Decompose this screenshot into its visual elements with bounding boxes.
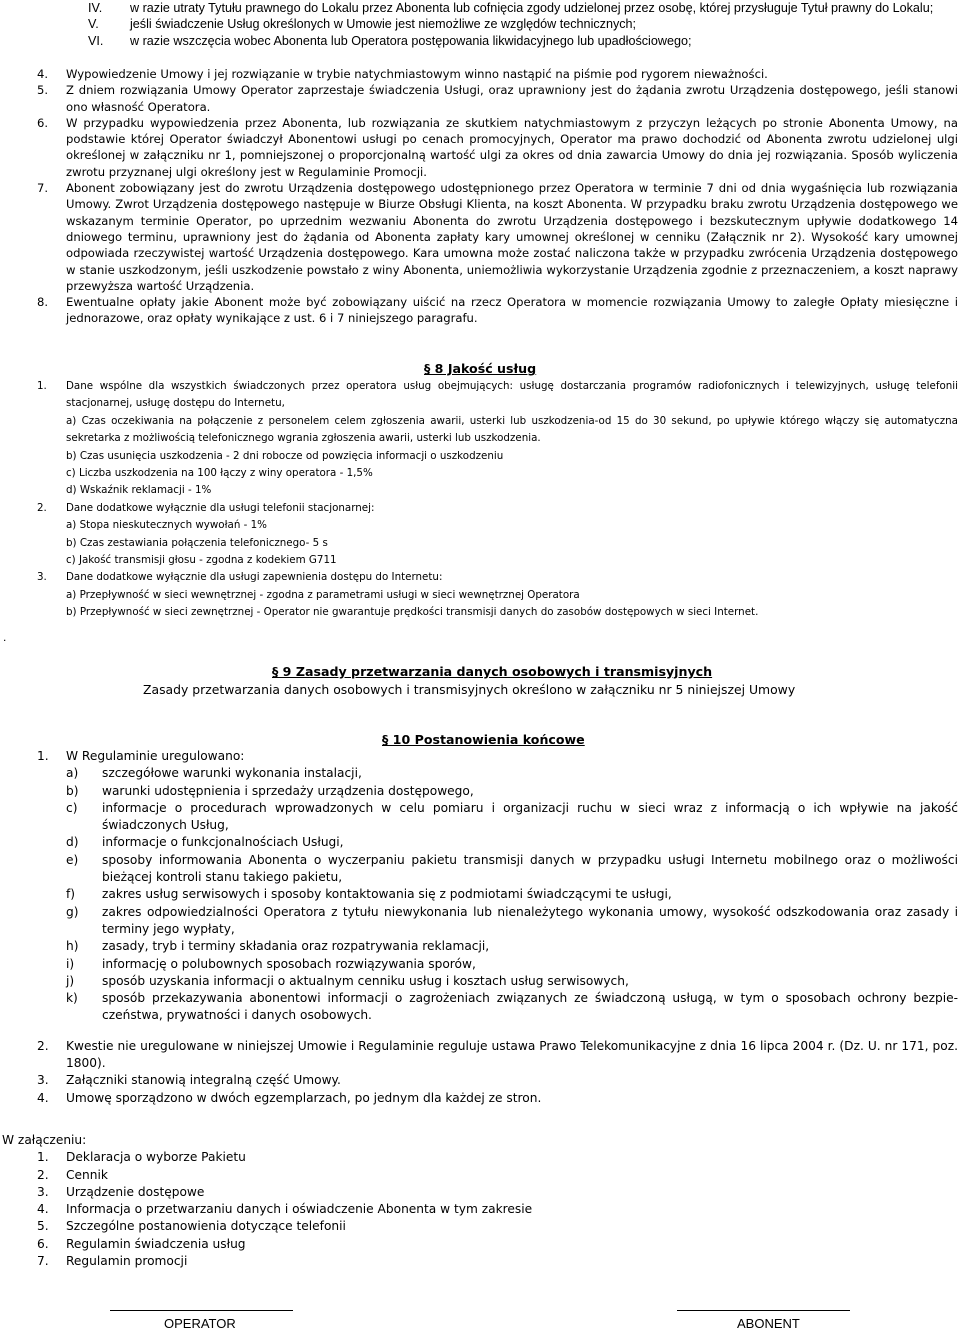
letter-item <box>37 800 958 835</box>
item-number: 2. <box>37 1038 49 1053</box>
item-number: 1. <box>37 1150 49 1165</box>
list-item <box>37 569 958 586</box>
item-text: Szczególne postanowienia dotyczące telefonii <box>66 1219 346 1234</box>
item-text: Załączniki stanowią integralną część Umowy. <box>66 1073 341 1088</box>
item-text: Dane dodatkowe wyłącznie dla usługi telefonii stacjonarnej: <box>66 501 375 514</box>
list-item <box>37 82 958 115</box>
list-item <box>37 180 958 294</box>
item-text: sposoby informowania Abonenta o wyczerpaniu pakietu transmisji danych w przypadku usługi Internetu mobilnego oraz o możliwości bieżącej kontroli stanu takiego pakietu, <box>102 852 958 885</box>
attachment-item <box>2 1149 702 1166</box>
item-text: Kwestie nie uregulowane w niniejszej Umowie i Regulaminie reguluje ustawa Prawo Telekomunikacyjne z dnia 16 lipca 2004 r. (Dz. U. nr 171, poz. 1800). <box>66 1038 958 1071</box>
item-number: j) <box>66 973 75 988</box>
sub-item: d) Wskaźnik reklamacji - 1% <box>66 484 212 497</box>
letter-item <box>37 852 958 887</box>
item-text: zasady, tryb i terminy składania oraz rozpatrywania reklamacji, <box>102 939 490 954</box>
list-item <box>37 378 958 413</box>
abonent-signature-line <box>677 1310 850 1311</box>
item-text: Dane wspólne dla wszystkich świadczonych przez operatora usług obejmujących: usługę dostarczania programów radiofonicznych i telewizyjnych, usługę telefonii stacjonarnej, usługę dostępu do Internetu, <box>66 380 958 410</box>
attachment-item <box>2 1236 702 1253</box>
letter-item <box>37 938 958 955</box>
item-number: f) <box>66 887 76 902</box>
item-number: VI. <box>88 33 104 48</box>
item-text: Dane dodatkowe wyłącznie dla usługi zapewnienia dostępu do Internetu: <box>66 571 443 584</box>
list-item <box>37 66 958 82</box>
item-text: w razie wszczęcia wobec Abonenta lub Operatora postępowania likwidacyjnego lub upadłościowego; <box>130 33 692 48</box>
attachment-item <box>2 1184 702 1201</box>
item-number: 7. <box>37 1254 49 1269</box>
stray-dot: . <box>3 630 7 644</box>
letter-item <box>37 956 958 973</box>
abonent-signature-label: ABONENT <box>737 1316 800 1331</box>
item-number: 2. <box>37 1167 49 1182</box>
item-text: Deklaracja o wyborze Pakietu <box>66 1150 246 1165</box>
item-text: informację o polubownych sposobach rozwiązywania sporów, <box>102 956 476 971</box>
sub-item: c) Jakość transmisji głosu - zgodna z kodekiem G711 <box>66 554 337 567</box>
item-text: zakres odpowiedzialności Operatora z tytułu niewykonania lub nienależytego wykonania umowy, wysokość odszkodowania oraz zasady i terminy jego wypłaty, <box>102 904 958 936</box>
item-text: jeśli świadczenie Usług określonych w Umowie jest niemożliwe ze względów technicznych; <box>130 17 637 32</box>
item-text: w razie utraty Tytułu prawnego do Lokalu przez Abonenta lub cofnięcia zgody udzielonej przez osobę, której przysługuje Tytuł prawny do Lokalu; <box>130 1 934 15</box>
item-text: W przypadku wypowiedzenia przez Abonenta, lub rozwiązania ze skutkiem natychmiastowym z przyczyn leżących po stronie Abonenta Umowy, na podstawie której Operator świadczył Abonentowi usługi po cenach promocyjnych, Operator ma prawo dochodzić od Abonenta zwrotu udzielonej ulgi określonej w załączniku nr 1, pomniejszonej o proporcjonalną wartość ulgi za okres od dnia zawarcia Umowy do dnia jej rozwiązania. Sposób wyliczenia zwrotu przyznanej ulgi określony jest w Regulaminie Promocji. <box>66 115 958 179</box>
attachments <box>2 1132 702 1270</box>
item-text: Cennik <box>66 1167 108 1182</box>
letter-item <box>37 904 958 939</box>
letter-item <box>37 765 958 782</box>
item-text: Z dniem rozwiązania Umowy Operator zaprzestaje świadczenia Usługi, oraz uprawniony jest do żądania zwrotu Urządzenia dostępowego, jeśli stanowi ono własność Operatora. <box>66 83 958 114</box>
operator-signature-label: OPERATOR <box>164 1316 236 1331</box>
item-text: Ewentualne opłaty jakie Abonent może być zobowiązany uiścić na rzecz Operatora w momencie rozwiązania Umowy to zaległe Opłaty miesięczne i jednorazowe, oraz opłaty wynikające z ust. 6 i 7 niniejszego paragrafu. <box>66 295 958 326</box>
list-item <box>37 294 958 327</box>
item-text: Regulamin promocji <box>66 1254 188 1269</box>
item-number: 6. <box>37 1236 49 1251</box>
item-text: informacje o funkcjonalnościach Usługi, <box>102 835 344 850</box>
sub-item: b) Czas usunięcia uszkodzenia - 2 dni robocze od powzięcia informacji o uszkodzeniu <box>66 449 504 462</box>
list-item <box>88 33 958 49</box>
item-number: 6. <box>37 115 49 130</box>
letter-item <box>37 886 958 903</box>
attachment-item <box>2 1167 702 1184</box>
item-text: informacje o procedurach wprowadzonych w celu pomiaru i organizacji ruchu w sieci wraz z informacją o ich wpływie na jakość świadczonych Usług, <box>102 800 958 833</box>
section-9-subtitle: Zasady przetwarzania danych osobowych i transmisyjnych określono w załączniku nr 5 niniejszej Umowy <box>143 682 796 697</box>
attachment-item <box>2 1253 702 1270</box>
item-number: e) <box>66 852 79 867</box>
list-item <box>37 1038 958 1073</box>
attachment-item <box>2 1201 702 1218</box>
item-text: Abonent zobowiązany jest do zwrotu Urządzenia dostępowego udostępnionego przez Operatora w terminie 7 dni od dnia wygaśnięcia lub rozwiązania Umowy. Zwrot Urządzenia dostępowego następuje w Biurze Obsługi Klienta, na koszt Abonenta. W przypadku braku zwrotu Urządzenia dostępowego we wskazanym terminie Operator, po uprzednim wezwaniu Abonenta do zwrotu Urządzenia dostępowego i bezskutecznym upływie dodatkowego 14 dniowego terminu, uprawniony jest do żądania od Abonenta zapłaty kary umownej określonej w cenniku (Załącznik nr 2). Wysokość kary umownej odpowiada rzeczywistej wartość Urządzenia dostępowego. Kara umowna może zostać naliczona także w przypadku zwrócenia Urządzenia dostępowego w stanie uszkodzonym, jeśli uszkodzenie powstało z winy Abonenta, uniemożliwia wykorzystanie Urządzenia zgodnie z przeznaczeniem, a koszt naprawy przewyższa wartość Urządzenia. <box>66 181 958 293</box>
item-number: 3. <box>37 1184 49 1199</box>
item-number: g) <box>66 904 79 919</box>
item-number: 8. <box>37 295 49 310</box>
list-item <box>37 115 958 180</box>
letter-item <box>37 990 958 1025</box>
item-number: IV. <box>88 1 103 15</box>
letter-item <box>37 973 958 990</box>
item-number: 4. <box>37 1202 49 1217</box>
section-8-body <box>37 378 958 622</box>
item-text: Regulamin świadczenia usług <box>66 1236 246 1251</box>
section-10-body <box>37 748 958 1107</box>
sub-item: b) Przepływność w sieci zewnętrznej - Operator nie gwarantuje prędkości transmisji danych do zasobów dostępowych w sieci Internet. <box>66 606 759 619</box>
letter-list <box>37 765 958 1024</box>
attachment-item <box>2 1218 702 1235</box>
item-text: sposób przekazywania abonentowi informacji o zagrożeniach związanych ze świadczoną usługą, w tym o sposobach ochrony bezpieczeństwa, prywatności i danych osobowych. <box>102 991 958 1023</box>
item-number: c) <box>66 800 78 815</box>
letter-item <box>37 783 958 800</box>
item-number: b) <box>66 783 79 798</box>
item-text: warunki udostępnienia i sprzedaży urządzenia dostępowego, <box>102 783 474 798</box>
sub-item: c) Liczba uszkodzenia na 100 łączy z winy operatora - 1,5% <box>66 467 373 480</box>
attachments-list <box>2 1149 702 1270</box>
item-number: d) <box>66 835 79 850</box>
item-number: 3. <box>37 1073 49 1088</box>
item-text: sposób uzyskania informacji o aktualnym cenniku usług i kosztach usług serwisowych, <box>102 973 629 988</box>
item-number: V. <box>88 17 99 32</box>
item-text: Urządzenie dostępowe <box>66 1184 205 1199</box>
item-number: i) <box>66 956 75 971</box>
list-item <box>37 748 958 765</box>
closing-list <box>37 1038 958 1107</box>
sub-item: b) Czas zestawiania połączenia telefonicznego- 5 s <box>66 536 328 549</box>
item-number: h) <box>66 939 79 954</box>
item-number: a) <box>66 766 79 781</box>
sub-item: a) Przepływność w sieci wewnętrznej - zgodna z parametrami usługi w sieci wewnętrznej Operatora <box>66 588 580 601</box>
item-number: k) <box>66 991 78 1006</box>
list-item <box>88 16 958 32</box>
item-number: 1. <box>37 749 49 763</box>
roman-list <box>88 0 958 49</box>
item-number: 4. <box>37 67 49 81</box>
item-text: Umowę sporządzono w dwóch egzemplarzach, po jednym dla każdej ze stron. <box>66 1090 542 1105</box>
operator-signature-line <box>110 1310 293 1311</box>
section-10-title: § 10 Postanowienia końcowe <box>382 732 585 747</box>
list-item <box>37 500 958 517</box>
item-text: Wypowiedzenie Umowy i jej rozwiązanie w trybie natychmiastowym winno nastąpić na piśmie pod rygorem nieważności. <box>66 67 768 81</box>
item-number: 7. <box>37 181 49 196</box>
section-9-title: § 9 Zasady przetwarzania danych osobowych i transmisyjnych <box>272 664 713 679</box>
list-item <box>37 1072 958 1089</box>
section-8-title: § 8 Jakość usług <box>424 361 537 376</box>
item-text: zakres usług serwisowych i sposoby kontaktowania się z podmiotami świadczącymi te usługi, <box>102 887 672 902</box>
item-text: szczegółowe warunki wykonania instalacji, <box>102 766 362 781</box>
item-number: 2. <box>37 501 47 514</box>
termination-list <box>37 66 958 327</box>
item-text: W Regulaminie uregulowano: <box>66 749 245 763</box>
item-number: 5. <box>37 83 49 98</box>
list-item <box>88 0 958 16</box>
item-number: 3. <box>37 571 47 584</box>
item-number: 5. <box>37 1219 49 1234</box>
item-text: Informacja o przetwarzaniu danych i oświadczenie Abonenta w tym zakresie <box>66 1202 533 1217</box>
list-item <box>37 1090 958 1107</box>
sub-item: a) Czas oczekiwania na połączenie z personelem celem zgłoszenia awarii, usterki lub uszkodzenia-od 15 do 30 sekund, po upływie którego włączy się automatyczna sekretarka z możliwością telefonicznego wgrania zgłoszenia awarii, usterki lub uszkodzenia. <box>66 414 958 445</box>
sub-item: a) Stopa nieskutecznych wywołań - 1% <box>66 519 267 532</box>
item-number: 1. <box>37 380 47 392</box>
attachments-heading: W załączeniu: <box>2 1133 87 1147</box>
letter-item <box>37 834 958 851</box>
item-number: 4. <box>37 1090 49 1105</box>
